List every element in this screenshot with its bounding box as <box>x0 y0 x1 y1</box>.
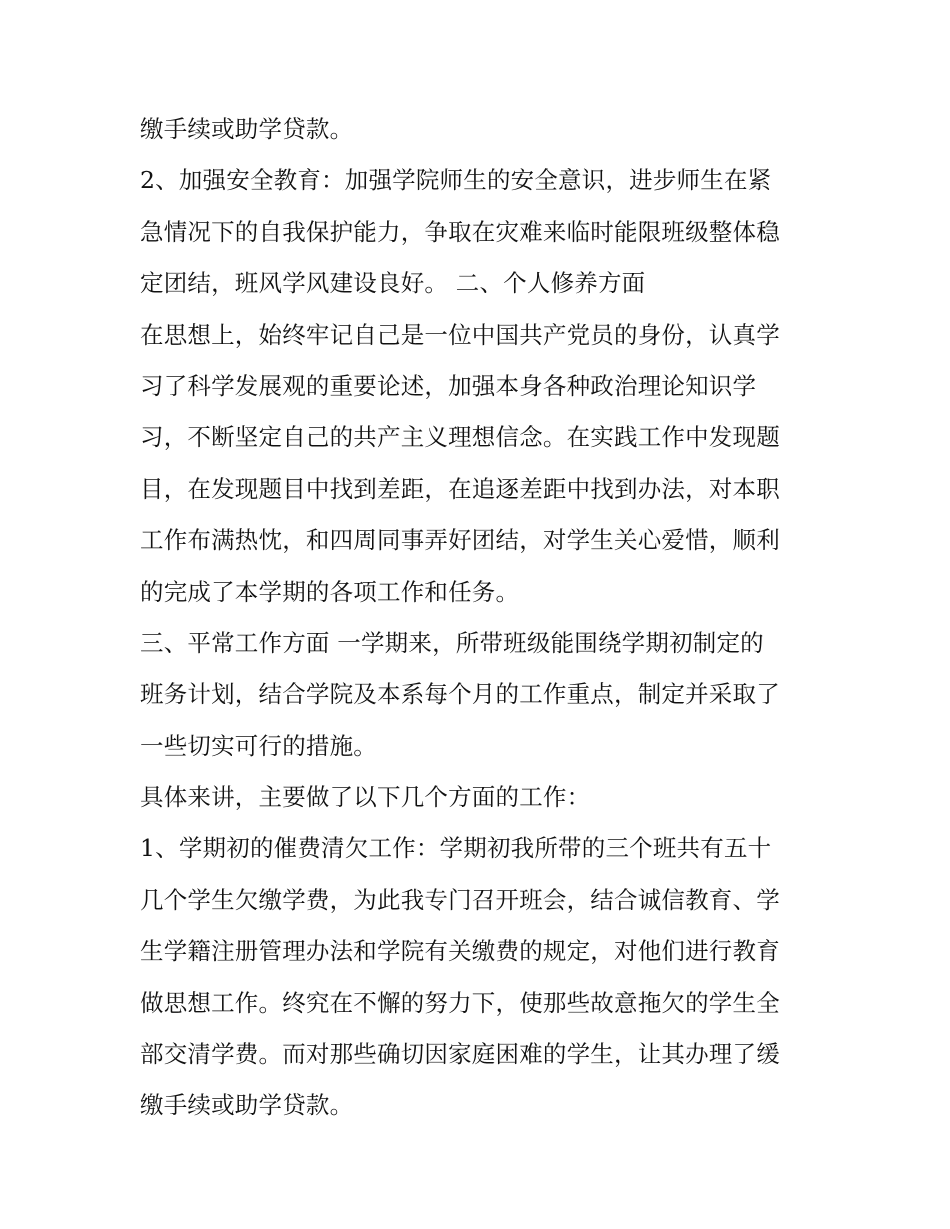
text-line: 缴手续或助学贷款。 <box>140 115 354 143</box>
text-line: 班务计划，结合学院及本系每个月的工作重点，制定并采取了 <box>140 680 780 709</box>
text-line: 一些切实可行的措施。 <box>140 731 377 760</box>
text-line: 缴手续或助学贷款。 <box>140 1091 354 1120</box>
text-line: 做思想工作。终究在不懈的努力下，使那些故意拖欠的学生全 <box>140 988 780 1017</box>
text-line: 习，不断坚定自己的共产主义理想信念。在实践工作中发现题 <box>140 423 780 452</box>
text-line: 2、加强安全教育：加强学院师生的安全意识，进步师生在紧 <box>140 166 772 195</box>
text-line: 生学籍注册管理办法和学院有关缴费的规定，对他们进行教育 <box>140 937 780 966</box>
document-body <box>140 104 830 1132</box>
text-line: 习了科学发展观的重要论述，加强本身各种政治理论知识学 <box>140 371 757 400</box>
text-line: 具体来讲，主要做了以下几个方面的工作： <box>140 783 591 812</box>
text-line: 急情况下的自我保护能力，争取在灾难来临时能限班级整体稳 <box>140 217 780 246</box>
text-line: 目，在发现题目中找到差距，在追逐差距中找到办法，对本职 <box>140 474 780 503</box>
text-line: 在思想上，始终牢记自己是一位中国共产党员的身份，认真学 <box>140 320 780 349</box>
text-line: 部交清学费。而对那些确切因家庭困难的学生，让其办理了缓 <box>140 1040 780 1069</box>
text-line: 的完成了本学期的各项工作和任务。 <box>140 577 520 606</box>
text-line: 三、平常工作方面 一学期来，所带班级能围绕学期初制定的 <box>140 628 764 657</box>
text-line: 1、学期初的催费清欠工作：学期初我所带的三个班共有五十 <box>140 834 772 863</box>
text-line: 定团结，班风学风建设良好。 二、个人修养方面 <box>140 269 646 298</box>
text-line: 几个学生欠缴学费，为此我专门召开班会，结合诚信教育、学 <box>140 885 780 914</box>
text-line: 工作布满热忱，和四周同事弄好团结，对学生关心爱惜，顺利 <box>140 526 780 555</box>
